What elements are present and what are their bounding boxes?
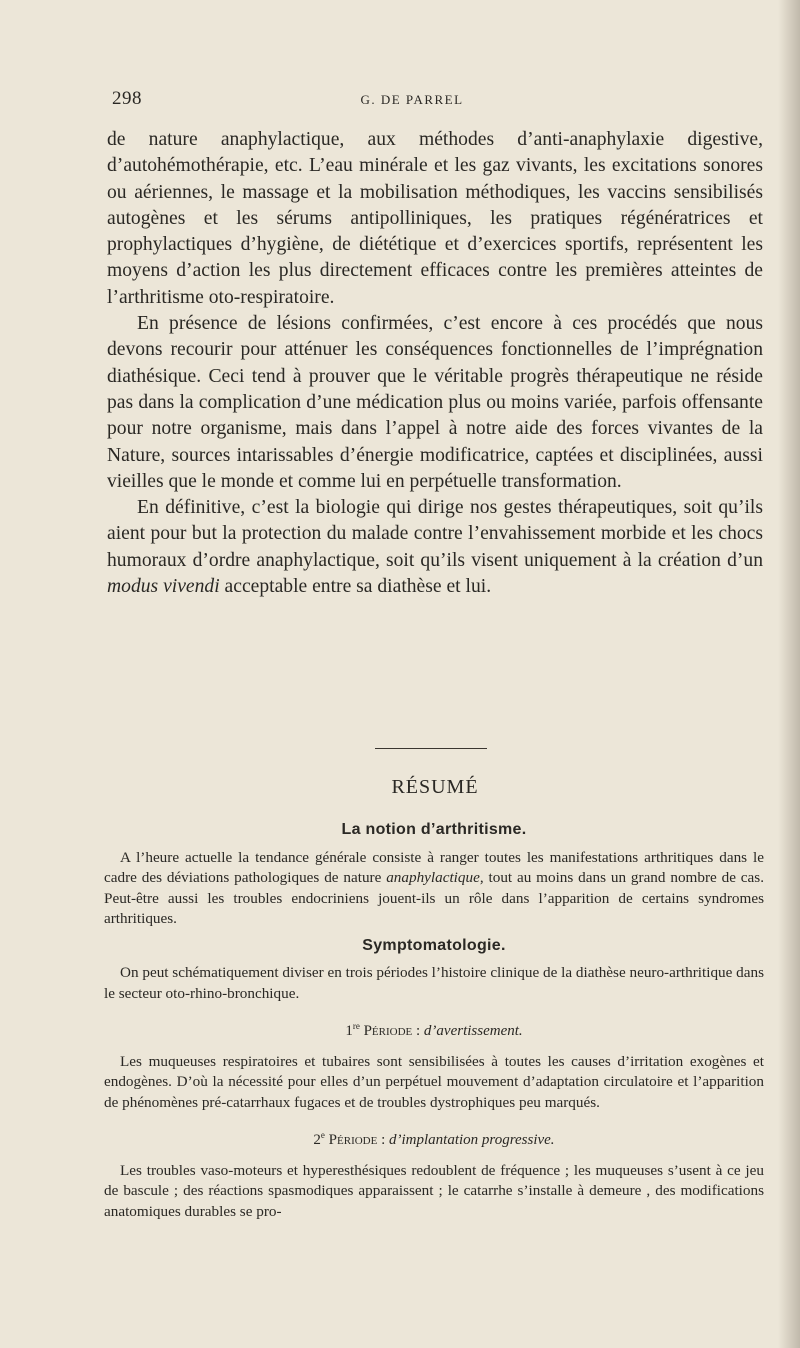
section-heading-arthritisme: La notion d’arthritisme. <box>341 821 527 838</box>
period-2-paragraph: Les troubles vaso-moteurs et hyperesthésiques redoublent de fréquence ; les muqueuses s’usent à ce jeu de bascule ; des réactions spasmodiques apparaissent ; le catarrhe s’installe à demeure , des modifications anatomiques durables se pro- <box>104 1161 764 1220</box>
period-1-number: 1 <box>345 1023 353 1039</box>
section-1-text: A l’heure actuelle la tendance générale consiste à ranger toutes les manifestations arthritiques dans le cadre des déviations pathologiques de nature <box>104 848 764 886</box>
section-divider <box>375 748 487 749</box>
paragraph-3-end: acceptable entre sa diathèse et lui. <box>224 576 492 598</box>
italic-latin-phrase: modus vivendi <box>107 576 220 598</box>
section-1-paragraph <box>104 848 764 930</box>
resume-summary <box>104 814 764 1222</box>
main-text <box>107 127 763 600</box>
period-2-title: d’implantation progressive. <box>389 1132 555 1148</box>
italic-term: anaphylactique <box>386 869 480 886</box>
running-head: G. DE PARREL <box>360 92 464 107</box>
page-edge-shadow <box>778 0 800 1348</box>
period-2-number: 2 <box>313 1132 321 1148</box>
section-heading-symptomatologie: Symptomatologie. <box>362 936 506 954</box>
period-1-title: d’avertissement. <box>423 1023 523 1039</box>
period-1-paragraph: Les muqueuses respiratoires et tubaires sont sensibilisées à toutes les causes d’irritation exogènes et endogènes. D’où la nécessité pour elles d’un perpétuel mouvement d’adaptation circulatoire et l’apparition de phénomènes pré-catarrhaux fugaces et de troubles dystrophiques peu marqués. <box>104 1052 764 1111</box>
period-1-label: Période <box>363 1023 413 1039</box>
resume-title: RÉSUMÉ <box>391 776 479 798</box>
period-2-ordinal: e <box>320 1130 325 1140</box>
paragraph-1: de nature anaphylactique, aux méthodes d’anti-anaphylaxie digestive, d’autohémothérapie, etc. L’eau minérale et les gaz vivants, les excitations sonores ou aériennes, le massage et la mobilisation méthodiques, les vaccins sensibilisés autogènes et les sérums antipolliniques, les pratiques régénératrices et prophylactiques d’hygiène, de diététique et d’exercices sportifs, représentent les moyens d’action les plus directement efficaces contre les premières atteintes de l’arthritisme oto-respiratoire. <box>107 129 763 308</box>
page-header <box>112 88 712 114</box>
period-1-heading: 1re Période : d’avertissement. <box>345 1021 523 1039</box>
period-2-heading: 2e Période : d’implantation progressive. <box>313 1130 555 1148</box>
paragraph-2: En présence de lésions confirmées, c’est encore à ces procédés que nous devons recourir pour atténuer les conséquences fonctionnelles de l’imprégnation diathésique. Ceci tend à prouver que le véritable progrès thérapeutique ne réside pas dans la complication d’une médication plus ou moins variée, parfois offensante pour notre organisme, mais dans l’appel à notre aide des forces vivantes de la Nature, sources intarissables d’énergie modificatrice, captées et disciplinées, aussi vieilles que le monde et comme lui en perpétuelle transformation. <box>107 313 763 492</box>
section-2-paragraph: On peut schématiquement diviser en trois périodes l’histoire clinique de la diathèse neuro-arthritique dans le secteur oto-rhino-bronchique. <box>104 964 765 1002</box>
period-1-ordinal: re <box>352 1021 360 1031</box>
section-1-text-end: , tout au moins dans un grand nombre de cas. Peut-être aussi les troubles endocriniens jouent-ils un rôle dans l’apparition de certains syndromes arthritiques. <box>104 869 764 927</box>
page-number: 298 <box>112 88 142 109</box>
paragraph-3-text: En définitive, c’est la biologie qui dirige nos gestes thérapeutiques, soit qu’ils aient pour but la protection du malade contre l’envahissement morbide et les chocs humoraux d’ordre anaphylactique, soit qu’ils visent uniquement à la création d’un <box>107 497 763 571</box>
paragraph-3 <box>107 495 763 600</box>
period-2-label: Période <box>328 1132 378 1148</box>
